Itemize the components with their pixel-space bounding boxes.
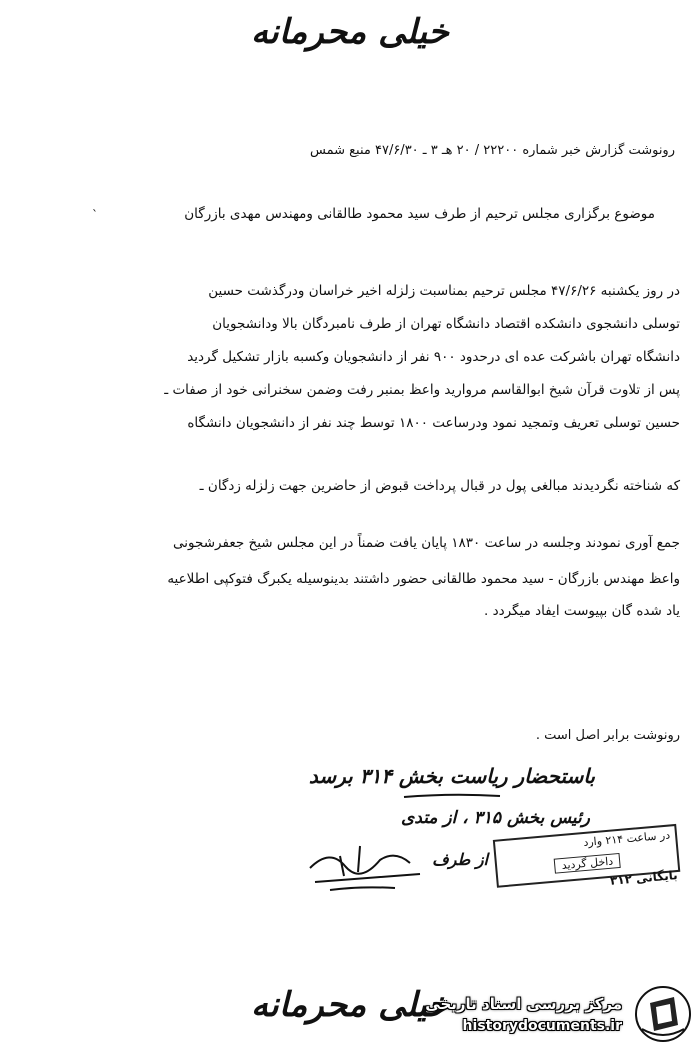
registry-stamp <box>488 824 682 898</box>
stamp-entry-line: در ساعت ۲۱۴ وارد <box>582 828 671 850</box>
body-line: واعظ مهندس بازرگان - سید محمود طالقانی حضور داشتند بدینوسیله یکبرگ فتوکپی اطلاعیه <box>167 571 680 587</box>
stamp-received-line: داخل گردید <box>554 853 621 874</box>
body-line: پس از تلاوت قرآن شیخ ابوالقاسم مروارید واعظ بمنبر رفت وضمن سخنرانی خود از صفات ـ <box>164 382 680 398</box>
stamp-archive-note: بایگانی ۳۱۲ <box>609 868 679 888</box>
body-line: توسلی دانشجوی دانشکده اقتصاد دانشگاه تهران از طرف نامبردگان بالا ودانشجویان <box>212 316 680 332</box>
classification-footer: خیلی محرمانه <box>251 985 449 1025</box>
tick-mark: ˋ <box>92 208 98 222</box>
report-reference-line: رونوشت گزارش خبر شماره ۲۲۲۰۰ / ۲۰ هـ ۳ ـ ۴۷/۶/۳۰ منبع شمس <box>310 143 675 158</box>
watermark-url: historydocuments.ir <box>462 1018 622 1034</box>
signature-icon <box>300 838 430 898</box>
body-line: که شناخته نگردیدند مبالغی پول در قبال پرداخت قبوض از حاضرین جهت زلزله زدگان ـ <box>199 478 680 494</box>
watermark-name: مرکز بررسی اسناد تاریخی <box>425 995 622 1013</box>
subject-line: موضوع برگزاری مجلس ترحیم از طرف سید محمود طالقانی ومهندس مهدی بازرگان <box>184 206 655 222</box>
body-line: یاد شده گان بپیوست ایفاد میگردد . <box>484 603 680 619</box>
body-line: جمع آوری نمودند وجلسه در ساعت ۱۸۳۰ پایان یافت ضمناً در این مجلس شیخ جعفرشجونی <box>173 535 680 551</box>
handwritten-on-behalf: از طرف <box>432 850 488 869</box>
body-line: دانشگاه تهران باشرکت عده ای درحدود ۹۰۰ نفر از دانشجویان وکسبه بازار تشکیل گردید <box>187 349 680 365</box>
body-line: حسین توسلی تعریف وتمجید نمود ودرساعت ۱۸۰۰ توسط چند نفر از دانشجویان دانشگاه <box>187 415 680 431</box>
archive-logo-icon <box>634 985 692 1043</box>
body-line: در روز یکشنبه ۴۷/۶/۲۶ مجلس ترحیم بمناسبت زلزله اخیر خراسان ودرگذشت حسین <box>208 283 680 299</box>
handwritten-underline <box>402 792 502 800</box>
handwritten-section-head: رئیس بخش ۳۱۵ ، از متدی <box>400 808 590 828</box>
certified-copy-note: رونوشت برابر اصل است . <box>535 728 680 743</box>
handwritten-referral: باستحضار ریاست بخش ۳۱۴ برسد <box>308 764 595 788</box>
classification-header: خیلی محرمانه <box>251 12 449 52</box>
